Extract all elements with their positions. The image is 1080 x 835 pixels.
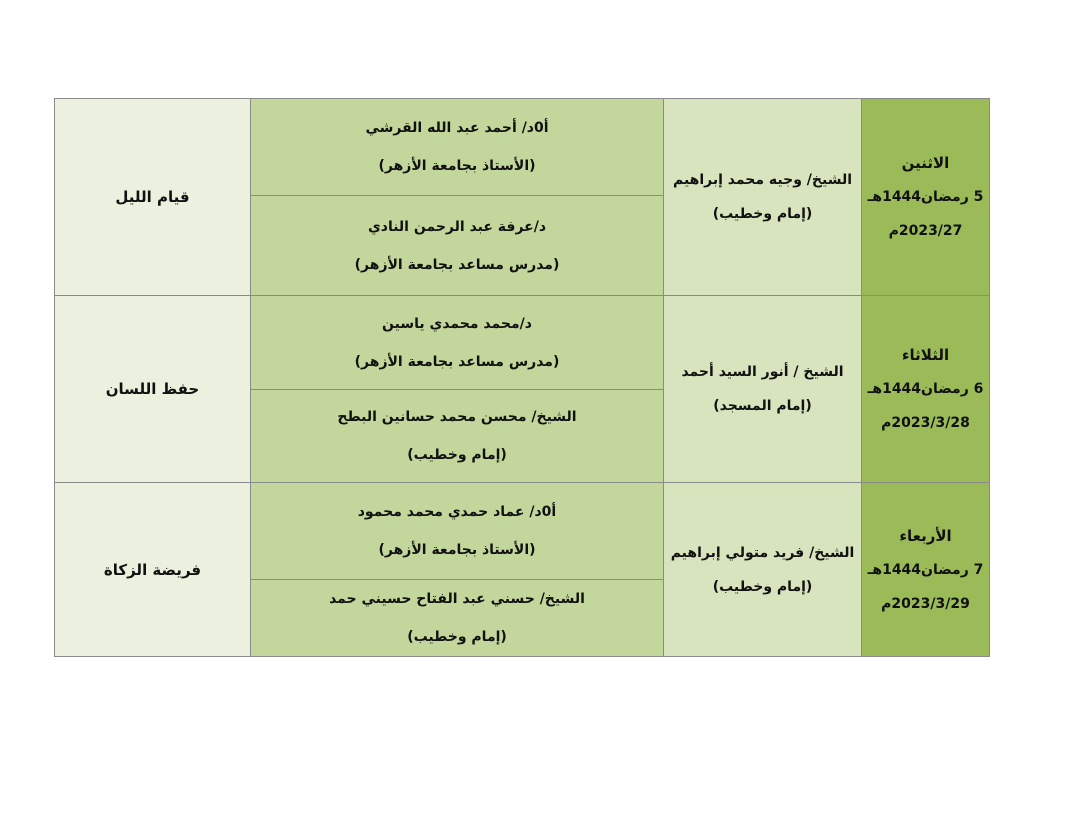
hijri-month-year: رمضان1444هـ — [867, 189, 969, 205]
topic-label: حفظ اللسان — [105, 380, 200, 398]
gregorian-date: 2023/3/28م — [881, 415, 970, 431]
hijri-date — [862, 372, 989, 406]
topic-cell — [55, 296, 251, 483]
lecturer-name: د/عرفة عبد الرحمن النادي — [367, 218, 547, 235]
lecturer-title: (إمام وخطيب) — [407, 629, 507, 645]
imam-name: الشيخ/ وجيه محمد إبراهيم — [672, 172, 853, 188]
imam-cell — [664, 99, 862, 296]
lecturer-title: (إمام وخطيب) — [407, 447, 507, 463]
day-cell — [862, 296, 990, 483]
lecturer-cell — [251, 580, 664, 657]
lecturer-title: (مدرس مساعد بجامعة الأزهر) — [354, 256, 560, 273]
lecturer-cell — [251, 296, 664, 390]
schedule-row — [55, 483, 990, 580]
imam-title: (إمام وخطيب) — [712, 206, 813, 222]
imam-name: الشيخ / أنور السيد أحمد — [681, 364, 844, 380]
lecturer-cell — [251, 99, 664, 196]
day-cell — [862, 99, 990, 296]
topic-cell — [55, 483, 251, 657]
lecture-schedule-table — [54, 98, 990, 657]
gregorian-date: 2023/3/29م — [881, 595, 970, 612]
topic-cell — [55, 99, 251, 296]
lecturer-cell — [251, 390, 664, 483]
imam-cell — [664, 483, 862, 657]
hijri-month-year: رمضان1444هـ — [867, 561, 969, 578]
lecturer-name: الشيخ/ حسني عبد الفتاح حسيني حمد — [329, 591, 585, 607]
lecturer-name: أ0د/ أحمد عبد الله القرشي — [365, 120, 549, 136]
day-cell — [862, 483, 990, 657]
hijri-day: 7 — [973, 561, 984, 578]
imam-cell — [664, 296, 862, 483]
topic-label: فريضة الزكاة — [103, 560, 202, 579]
schedule-row — [55, 99, 990, 196]
hijri-date — [862, 180, 989, 214]
lecturer-title: (الأستاذ بجامعة الأزهر) — [378, 542, 536, 558]
schedule-row — [55, 296, 990, 390]
gregorian-date: 2023/27م — [888, 223, 963, 239]
day-name: الثلاثاء — [901, 346, 950, 364]
hijri-day: 6 — [973, 381, 984, 397]
imam-name: الشيخ/ فريد متولي إبراهيم — [670, 544, 855, 561]
day-name: الأربعاء — [899, 526, 952, 545]
lecturer-title: (الأستاذ بجامعة الأزهر) — [378, 158, 536, 174]
hijri-month-year: رمضان1444هـ — [867, 381, 969, 397]
lecturer-name: الشيخ/ محسن محمد حسانين البطح — [337, 409, 577, 425]
hijri-date — [862, 553, 989, 587]
lecturer-title: (مدرس مساعد بجامعة الأزهر) — [354, 353, 560, 370]
lecturer-name: د/محمد محمدي ياسين — [382, 315, 532, 332]
imam-title: (إمام وخطيب) — [712, 578, 813, 595]
imam-title: (إمام المسجد) — [713, 398, 812, 414]
day-name: الاثنين — [901, 154, 950, 172]
lecturer-cell — [251, 196, 664, 296]
lecturer-cell — [251, 483, 664, 580]
lecturer-name: أ0د/ عماد حمدي محمد محمود — [357, 504, 557, 520]
hijri-day: 5 — [973, 189, 984, 205]
topic-label: قيام الليل — [115, 188, 190, 206]
